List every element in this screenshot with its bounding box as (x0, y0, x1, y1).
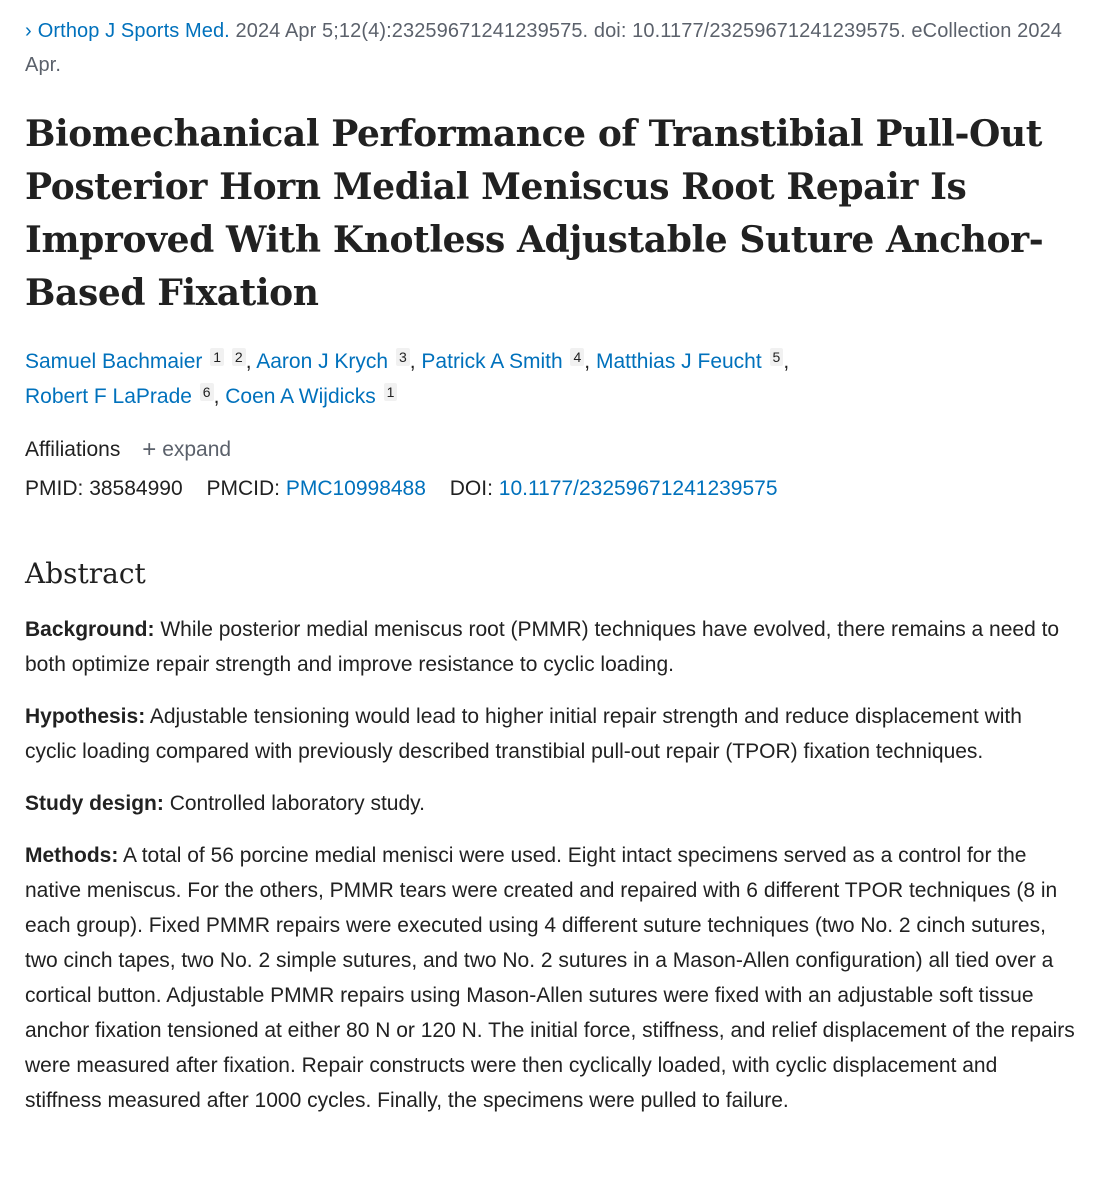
background-text: While posterior medial meniscus root (PMMR) techniques have evolved, there remains a need to both optimize repair strength and improve resistance to cyclic loading. (25, 618, 1060, 676)
affiliation-number[interactable]: 1 (384, 383, 398, 401)
author-link[interactable]: Aaron J Krych (256, 350, 389, 373)
pmid-label: PMID: (25, 477, 84, 500)
journal-link[interactable]: Orthop J Sports Med. (37, 20, 230, 42)
affiliation-number[interactable]: 4 (570, 348, 584, 366)
identifiers-row (25, 475, 796, 503)
pmid-value: 38584990 (89, 477, 183, 500)
pmcid-label: PMCID: (206, 477, 280, 500)
pmid-group (25, 475, 183, 503)
abstract-hypothesis (25, 699, 1075, 769)
affiliation-number[interactable]: 3 (396, 348, 410, 366)
doi-link[interactable]: 10.1177/23259671241239575 (498, 477, 778, 500)
doi-label: DOI: (449, 477, 493, 500)
hypothesis-text: Adjustable tensioning would lead to higher initial repair strength and reduce displacement with cyclic loading compared with previously described transtibial pull-out repair (TPOR) fixation techniques. (25, 705, 1022, 763)
affiliation-number[interactable]: 1 (210, 348, 224, 366)
affiliations-label: Affiliations (25, 438, 121, 461)
abstract-background (25, 612, 1075, 682)
abstract-heading: Abstract (25, 557, 146, 590)
methods-text: A total of 56 porcine medial menisci were used. Eight intact specimens served as a control for the native meniscus. For the others, PMMR tears were created and repaired with 6 different TPOR techniques (8 in each group). Fixed PMMR repairs were executed using 4 different suture techniques (two No. 2 cinch sutures, two cinch tapes, two No. 2 simple sutures, and two No. 2 sutures in a Mason-Allen configuration) all tied over a cortical button. Adjustable PMMR repairs using Mason-Allen sutures were fixed with an adjustable soft tissue anchor fixation tensioned at either 80 N or 120 N. The initial force, stiffness, and relief displacement of the repairs were measured after fixation. Repair constructs were then cyclically loaded, with cyclic displacement and stiffness measured after 1000 cycles. Finally, the specimens were pulled to failure. (25, 844, 1075, 1112)
background-label: Background: (25, 618, 155, 641)
author-link[interactable]: Matthias J Feucht (595, 350, 762, 373)
affiliation-number[interactable]: 5 (770, 348, 784, 366)
pmcid-link[interactable]: PMC10998488 (285, 477, 426, 500)
chevron-right-icon[interactable]: › (25, 20, 32, 42)
authors-list: Samuel Bachmaier 1 2 , Aaron J Krych 3 , Patrick A Smith 4 , Matthias J Feucht 5 , Robert F LaPrade 6 , Coen A Wijdicks 1 (25, 349, 790, 408)
affiliation-number[interactable]: 6 (200, 383, 214, 401)
abstract-body (25, 612, 1075, 1135)
affiliation-number[interactable]: 2 (232, 348, 246, 366)
citation-details: 2024 Apr 5;12(4):23259671241239575. doi: 10.1177/23259671241239575. eCollection 2024 Apr. (25, 20, 1063, 76)
methods-label: Methods: (25, 844, 119, 867)
affiliations-row (25, 436, 231, 464)
study-design-text: Controlled laboratory study. (169, 792, 425, 815)
expand-label: expand (162, 438, 232, 461)
hypothesis-label: Hypothesis: (25, 705, 146, 728)
article-title: Biomechanical Performance of Transtibial Pull-Out Posterior Horn Medial Meniscus Root Repair Is Improved With Knotless Adjustable Suture Anchor-Based Fixation (25, 113, 1044, 314)
abstract-methods (25, 838, 1075, 1118)
abstract-study-design (25, 786, 1075, 821)
author-link[interactable]: Patrick A Smith (421, 350, 563, 373)
pmcid-group (206, 475, 425, 503)
citation-line (25, 14, 1083, 82)
expand-affiliations-button[interactable] (142, 436, 231, 464)
plus-icon: + (142, 436, 157, 463)
author-link[interactable]: Samuel Bachmaier (25, 350, 203, 373)
author-link[interactable]: Coen A Wijdicks (225, 385, 376, 408)
doi-group (450, 475, 778, 503)
author-link[interactable]: Robert F LaPrade (25, 385, 192, 408)
study-design-label: Study design: (25, 792, 164, 815)
